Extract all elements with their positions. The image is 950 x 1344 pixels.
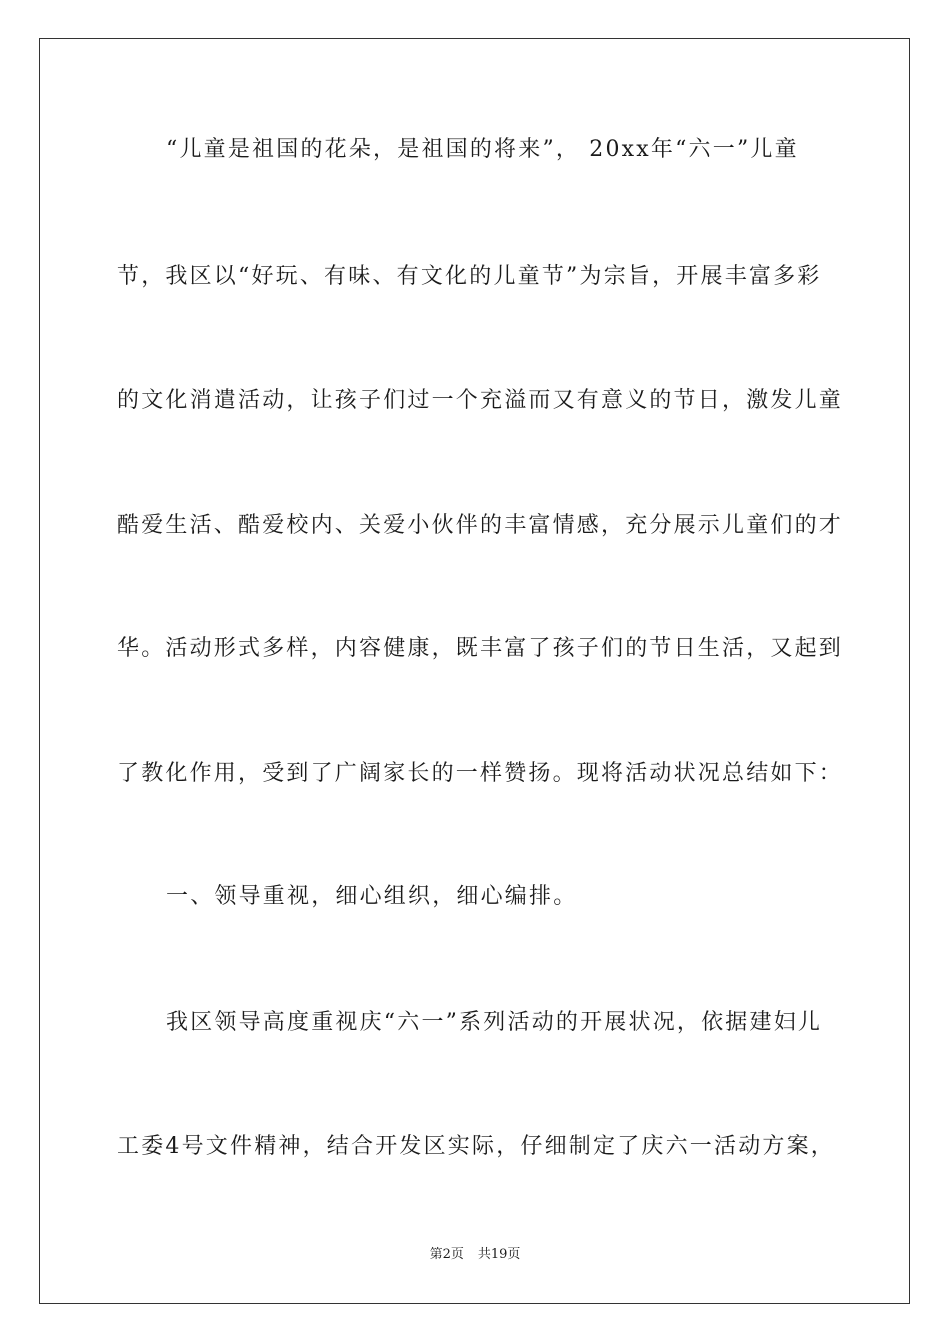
paragraph-line: “儿童是祖国的花朵，是祖国的将来”， 20xx年“六一”儿童 [166, 137, 799, 162]
paragraph-line: 了教化作用，受到了广阔家长的一样赞扬。现将活动状况总结如下： [117, 761, 844, 786]
paragraph-line: 的文化消遣活动，让孩子们过一个充溢而又有意义的节日，激发儿童 [117, 388, 844, 413]
page-total: 共19页 [477, 1247, 521, 1262]
paragraph-line: 工委4号文件精神，结合开发区实际，仔细制定了庆六一活动方案， [117, 1134, 835, 1159]
paragraph-line: 节，我区以“好玩、有味、有文化的儿童节”为宗旨，开展丰富多彩 [117, 264, 822, 289]
paragraph-line: 我区领导高度重视庆“六一”系列活动的开展状况，依据建妇儿 [166, 1010, 823, 1035]
page-border [39, 38, 910, 1304]
section-heading: 一、领导重视，细心组织，细心编排。 [166, 884, 578, 909]
page-footer [0, 1246, 950, 1264]
paragraph-line: 酷爱生活、酷爱校内、关爱小伙伴的丰富情感，充分展示儿童们的才 [117, 513, 844, 538]
paragraph-line: 华。活动形式多样，内容健康，既丰富了孩子们的节日生活，又起到 [117, 636, 844, 661]
page-number: 第2页 [429, 1247, 464, 1262]
